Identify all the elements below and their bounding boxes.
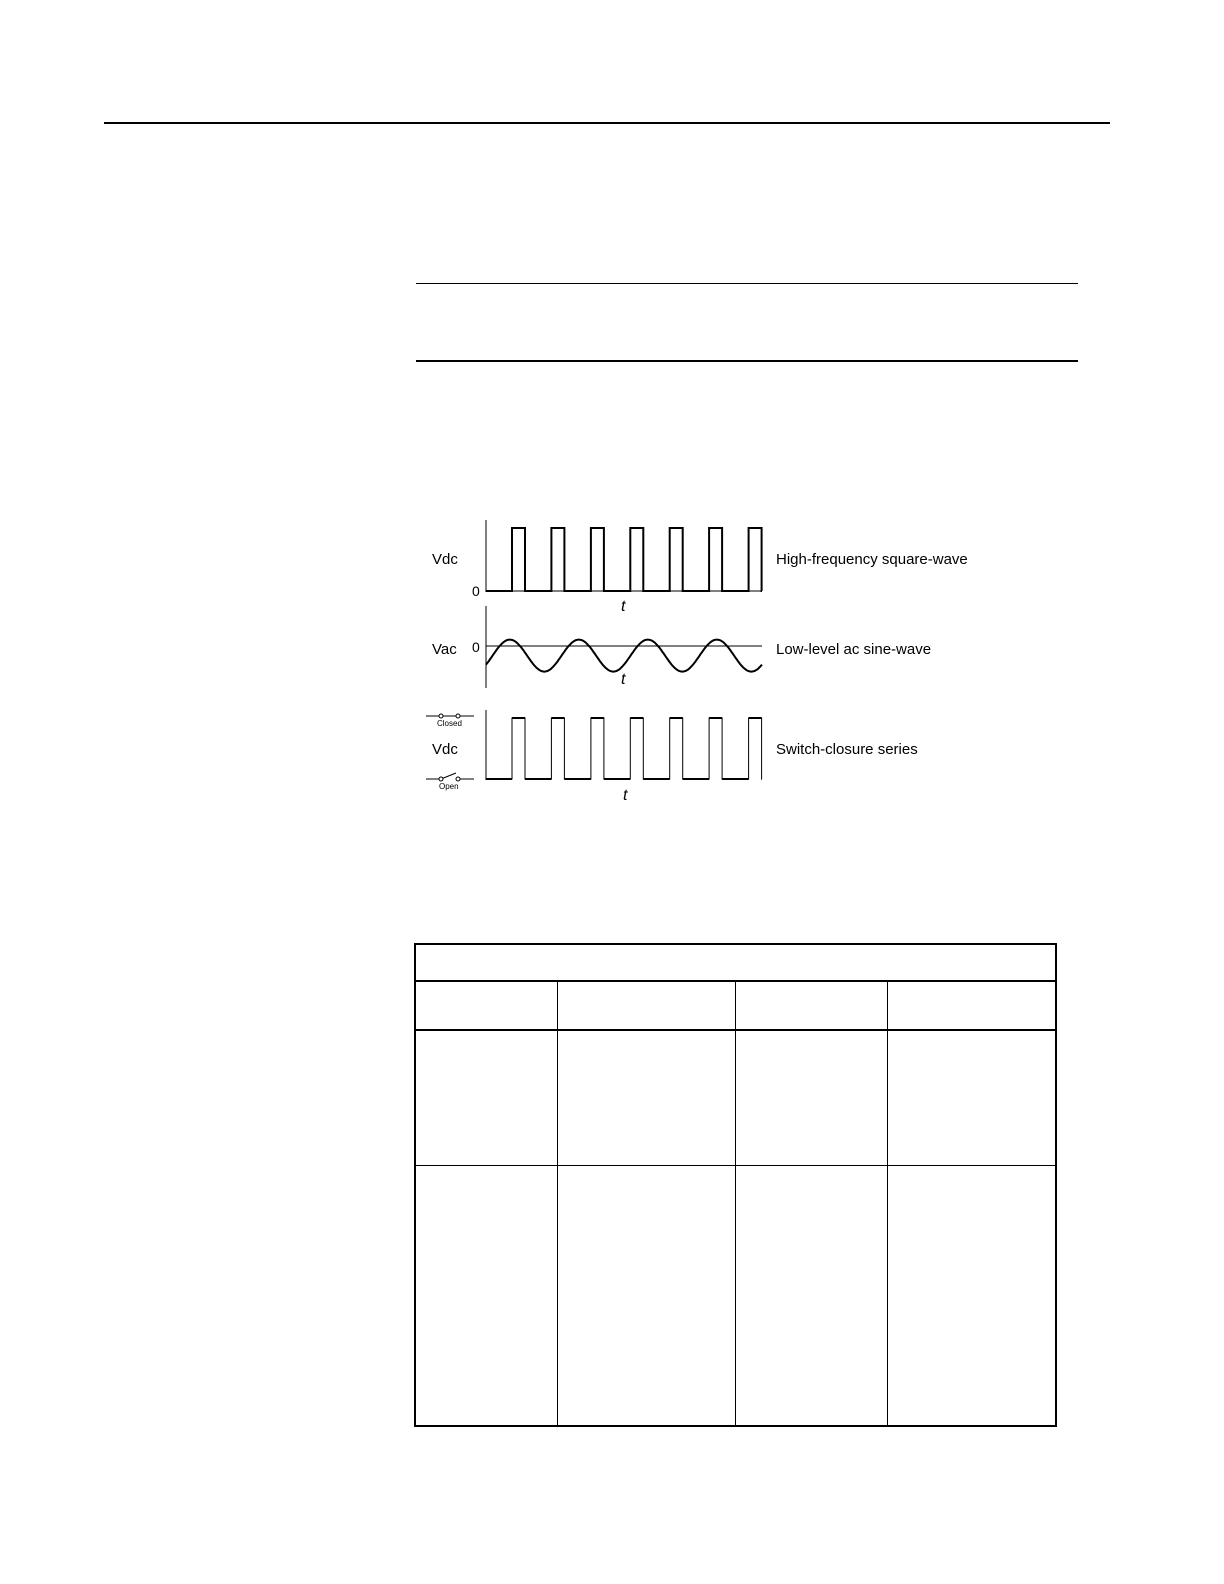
switch-series-time-label: t xyxy=(623,787,628,804)
io-table xyxy=(414,943,1057,1427)
table-title xyxy=(416,945,1055,981)
square-wave-panel xyxy=(432,520,968,615)
square-wave-zero-label: 0 xyxy=(472,583,480,599)
table-row-2-cell-3 xyxy=(736,1166,887,1425)
sine-wave-y-label: Vac xyxy=(432,641,457,658)
header-rule xyxy=(104,122,1110,124)
switch-series-trace xyxy=(486,718,762,779)
square-wave-description: High-frequency square-wave xyxy=(776,551,968,568)
square-wave-trace xyxy=(486,528,762,591)
table-header-cell-3 xyxy=(736,982,887,1030)
open-switch-icon xyxy=(426,773,474,781)
table-row-1-cell-1 xyxy=(416,1031,557,1165)
table-header-cell-4 xyxy=(888,982,1055,1030)
switch-series-panel xyxy=(426,710,918,804)
square-wave-time-label: t xyxy=(621,598,626,615)
table-header-cell-1 xyxy=(416,982,557,1030)
sine-wave-panel xyxy=(432,606,931,688)
sine-wave-description: Low-level ac sine-wave xyxy=(776,641,932,658)
table-header-cell-2 xyxy=(558,982,735,1030)
table-column-divider-2 xyxy=(735,981,736,1425)
table-column-divider-1 xyxy=(557,981,558,1425)
table-row-2-cell-1 xyxy=(416,1166,557,1425)
closed-switch-icon xyxy=(426,714,474,718)
square-wave-y-label: Vdc xyxy=(432,551,458,568)
table-row-1-cell-4 xyxy=(888,1031,1055,1165)
note-rule-bottom xyxy=(416,360,1078,362)
switch-series-levels xyxy=(486,718,762,779)
note-rule-top xyxy=(416,283,1078,284)
table-row-1-cell-2 xyxy=(558,1031,735,1165)
closed-label: Closed xyxy=(437,719,462,728)
table-row-2-cell-2 xyxy=(558,1166,735,1425)
sine-wave-zero-label: 0 xyxy=(472,639,480,655)
sine-wave-time-label: t xyxy=(621,671,626,688)
switch-series-y-label: Vdc xyxy=(432,741,458,758)
table-row-1-cell-3 xyxy=(736,1031,887,1165)
table-column-divider-3 xyxy=(887,981,888,1425)
sine-wave-trace xyxy=(486,640,762,672)
switch-series-description: Switch-closure series xyxy=(776,741,918,758)
open-label: Open xyxy=(439,782,459,791)
waveform-figure xyxy=(420,512,1000,812)
table-row-2-cell-4 xyxy=(888,1166,1055,1425)
